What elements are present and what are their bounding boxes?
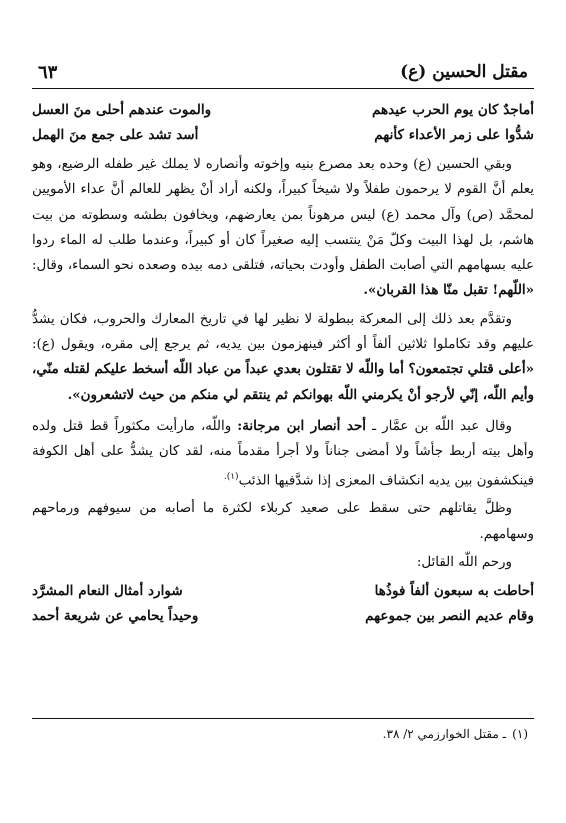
verse-line (32, 579, 534, 604)
quote: «اللّهم! تقبل منّا هذا القربان». (363, 282, 534, 299)
verse-line (32, 98, 534, 123)
paragraph-text: وبقي الحسين (ع) وحده بعد مصرع بنيه وإخوته وأنصاره لا يملك غير طفله الرضيع، وهو يعلم أنَّ القوم لا يرحمون طفلاً ولا شيخاً كبيراً، ولكنه أراد أنْ يظهر للعالم أنَّ عداء الأمويين لمحمَّد (ص) وآل محمد (ع) ليس مرهوناً بمن يعارضهم، ويخافون بطشه وسطوته من بيت هاشم، بل لهذا البيت وكلّ مَنْ ينتسب إليه صغيراً كان أو كبيراً، وعندما طلب له الماء ردوا عليه بسهامهم التي أصابت الطفل وأودت بحياته، فتلقى دمه بيده وصعده نحو السماء، وقال: (32, 157, 534, 274)
paragraph (32, 496, 534, 547)
verse-hemistich: أسد تشد على جمع منَ الهمل (32, 127, 199, 143)
verse-hemistich: وقام عديم النصر بين جموعهم (365, 608, 534, 625)
verse-hemistich: أحاطت به سبعون ألفاً فوذُها (374, 583, 534, 600)
paragraph-text: ورحم اللّه القائل: (416, 554, 512, 570)
verse-line (32, 123, 534, 148)
paragraph (32, 414, 534, 493)
footnote-ref: (١). (223, 471, 239, 482)
verse-block (32, 579, 534, 629)
verse-hemistich: شدُّوا على زمر الأعداء كأنهم (374, 127, 534, 143)
footnote (32, 718, 534, 743)
verse-line (32, 604, 534, 629)
footnote-marker: (١) (512, 727, 528, 741)
speaker-name: أحد أنصار ابن مرجانة: (237, 417, 366, 434)
verse-hemistich: وحيداً يحامي عن شريعة أحمد (32, 608, 199, 625)
page-header (32, 58, 534, 89)
footnote-text: ـ مقتل الخوارزمي ٢/ ٣٨. (382, 727, 507, 741)
paragraph (32, 550, 534, 575)
running-title: مقتل الحسين (ع) (400, 62, 528, 82)
paragraph (32, 152, 534, 304)
paragraph-text: وظلَّ يقاتلهم حتى سقط على صعيد كربلاء لكثرة ما أصابه من سيوفهم ورماحهم وسهامهم. (32, 501, 534, 542)
page-number: ٦٣ (38, 62, 58, 83)
verse-hemistich: شوارد أمثال النعام المشرَّد (32, 583, 183, 600)
verse-hemistich: أماجدٌ كان يوم الحرب عيدهم (371, 102, 534, 118)
page-body (32, 98, 534, 629)
paragraph-text: وقال عبد اللّه بن عمَّار ـ (372, 418, 513, 434)
paragraph (32, 307, 534, 408)
paragraph-text: واللّه، مارأيت مكثوراً قط قتل ولده وأهل بيته أربط جأشاً ولا أمضى جناناً ولا أجرأ مقدماً منه، لقد كان يشدُّ على أهل الكوفة فينكشفون بين يديه انكشاف المعزى إذا شدَّفيها الذئب (32, 418, 534, 489)
paragraph-text: وتقدَّم بعد ذلك إلى المعركة ببطولة لا نظير لها في تاريخ المعارك والحروب، فكان يشدُّ عليهم وقد تكاملوا ثلاثين ألفاً أو أكثر فينهزمون بين يديه، ثم يرجع إلى مقره، ويقول (ع): (32, 311, 534, 353)
quote: «أعلى قتلي تجتمعون؟ أما واللّه لا تقتلون بعدي عبداً من عباد اللّه أسخط عليكم لقتله منّي، وأيم اللّه، إنّي لأرجو أنْ يكرمني اللّه بهوانكم ثم ينتقم لي منكم من حيث لاتشعرون». (32, 361, 534, 403)
verse-block (32, 98, 534, 148)
verse-hemistich: والموت عندهم أحلى منَ العسل (32, 102, 212, 118)
